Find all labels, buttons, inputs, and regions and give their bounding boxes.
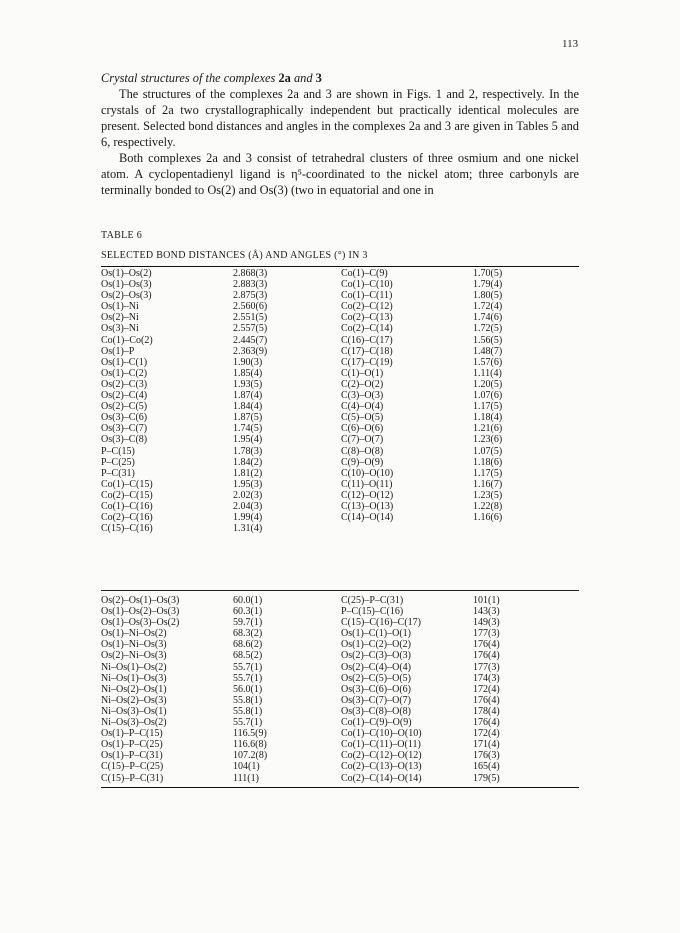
bond-value: 55.7(1) [233,717,263,729]
table-row [101,357,579,368]
bond-label: Os(1)–C(1) [101,356,148,368]
bond-value: 1.74(5) [233,423,263,435]
bond-value: 165(4) [473,761,500,773]
bond-label: Co(2)–C(14) [341,323,393,335]
bond-label: C(7)–O(7) [341,434,384,446]
bond-label: Os(2)–C(4) [101,390,148,402]
bond-value: 1.84(2) [233,456,263,468]
bond-label: C(15)–C(16)–C(17) [341,617,421,629]
paragraph-1: The structures of the complexes 2a and 3 are shown in Figs. 1 and 2, respectively. In the crystals of 2a two crystallographically independent but practically identical molecules are present. Selected bond distances and angles in the complexes 2a and 3 are given in Tables 5 and 6, respectively. [101,87,579,149]
bond-label: Os(1)–Ni–Os(2) [101,628,167,640]
bond-value: 1.84(4) [233,401,263,413]
bond-value: 1.95(4) [233,434,263,446]
bond-label: Ni–Os(2)–Os(3) [101,694,167,706]
bond-value: 55.8(1) [233,694,263,706]
bond-value: 68.3(2) [233,628,263,640]
bond-value: 55.7(1) [233,672,263,684]
bond-label: Ni–Os(1)–Os(3) [101,672,167,684]
bond-value: 177(3) [473,661,500,673]
table-row [101,279,579,290]
bond-value: 2.883(3) [233,279,268,291]
heading-text: Crystal structures of the complexes [101,71,279,85]
bond-label: C(17)–C(19) [341,356,393,368]
bond-value: 2.363(9) [233,345,268,357]
bond-label: Os(2)–Os(3) [101,290,152,302]
bond-value: 1.18(4) [473,412,503,424]
bond-value: 1.48(7) [473,345,503,357]
table-row [101,728,579,739]
bond-label: C(17)–C(18) [341,345,393,357]
bond-value: 179(5) [473,772,500,784]
bond-value: 68.5(2) [233,650,263,662]
bond-label: Os(1)–P–C(15) [101,728,163,740]
bond-label: P–C(15) [101,445,135,457]
bond-value: 177(3) [473,628,500,640]
paragraph-2: Both complexes 2a and 3 consist of tetrahedral clusters of three osmium and one nickel atom. A cyclopentadienyl ligand is η⁵-coordinated to the nickel atom; three carbonyls are terminally bonded to Os(2) and Os(3) (two in equatorial and one in [101,151,579,197]
table-row [101,773,579,784]
table-row [101,523,579,534]
bond-value: 174(3) [473,672,500,684]
table-row [101,468,579,479]
bond-value: 171(4) [473,739,500,751]
table-row [101,379,579,390]
table-row [101,323,579,334]
bond-label: C(9)–O(9) [341,456,384,468]
bond-value: 1.23(6) [473,434,503,446]
bond-label: C(10)–O(10) [341,467,394,479]
bond-value: 1.85(4) [233,367,263,379]
bond-value: 2.551(5) [233,312,268,324]
table-row [101,346,579,357]
bond-label: P–C(31) [101,467,135,479]
table-row [101,717,579,728]
bond-label: Co(1)–C(15) [101,478,153,490]
bond-label: C(15)–C(16) [101,523,153,535]
bond-value: 107.2(8) [233,750,268,762]
bond-angles-table [101,595,579,784]
bond-label: Os(3)–C(6)–O(6) [341,683,411,695]
bond-label: C(1)–O(1) [341,367,384,379]
table-row [101,268,579,279]
table-row [101,390,579,401]
table-row [101,650,579,661]
bond-value: 1.22(8) [473,500,503,512]
bond-label: Os(3)–C(7)–O(7) [341,694,411,706]
bond-label: Ni–Os(2)–Os(1) [101,683,167,695]
table-row [101,662,579,673]
table-row [101,312,579,323]
bond-label: Os(1)–Ni–Os(3) [101,639,167,651]
bond-value: 55.7(1) [233,661,263,673]
bond-value: 111(1) [233,772,259,784]
bond-label: Co(1)–C(10) [341,279,393,291]
table-row [101,457,579,468]
bond-label: Co(1)–C(11) [341,290,393,302]
bond-value: 1.81(2) [233,467,263,479]
table-row [101,606,579,617]
table-row [101,501,579,512]
bond-label: Os(3)–C(8) [101,434,148,446]
bond-value: 2.875(3) [233,290,268,302]
bond-value: 104(1) [233,761,260,773]
page-number: 113 [562,38,579,50]
bond-value: 1.18(6) [473,456,503,468]
heading-and: and [290,71,316,85]
bond-value: 2.560(6) [233,301,268,313]
bond-label: C(2)–O(2) [341,378,384,390]
bond-label: C(25)–P–C(31) [341,595,404,606]
bond-value: 68.6(2) [233,639,263,651]
bond-label: Ni–Os(1)–Os(2) [101,661,167,673]
bond-value: 1.57(6) [473,356,503,368]
bond-label: Co(2)–C(13)–O(13) [341,761,422,773]
bond-value: 2.557(5) [233,323,268,335]
bond-label: Os(3)–Ni [101,323,139,335]
bond-value: 176(3) [473,750,500,762]
bond-label: Co(2)–C(12)–O(12) [341,750,422,762]
table-row [101,739,579,750]
table-row [101,490,579,501]
bond-value: 1.21(6) [473,423,503,435]
table-row [101,595,579,606]
bond-value: 143(3) [473,606,500,618]
bond-value: 1.90(3) [233,356,263,368]
table-row [101,617,579,628]
bond-distances-table [101,268,579,534]
bond-label: Os(2)–C(3)–O(3) [341,650,411,662]
bond-label: Co(1)–C(10)–O(10) [341,728,422,740]
bond-value: 2.02(3) [233,489,263,501]
bond-value: 1.99(4) [233,512,263,524]
bond-value: 1.56(5) [473,334,503,346]
bond-value: 2.445(7) [233,334,268,346]
bond-value: 149(3) [473,617,500,629]
bond-value: 178(4) [473,705,500,717]
bond-value: 1.07(5) [473,445,503,457]
table-row [101,512,579,523]
bond-value: 1.16(6) [473,512,503,524]
table-row [101,639,579,650]
table-row [101,673,579,684]
bond-label: Os(1)–P [101,345,135,357]
table-row [101,761,579,772]
bond-label: C(14)–O(14) [341,512,394,524]
bond-label: Ni–Os(3)–Os(1) [101,705,167,717]
bond-label: Co(1)–C(9) [341,268,388,279]
bond-label: P–C(25) [101,456,135,468]
bond-value: 1.87(5) [233,412,263,424]
bond-value: 176(4) [473,694,500,706]
table-row [101,706,579,717]
bond-value: 176(4) [473,639,500,651]
bond-label: Os(1)–Ni [101,301,139,313]
bond-value: 1.07(6) [473,390,503,402]
bond-value: 1.23(5) [473,489,503,501]
bond-label: Os(2)–C(5)–O(5) [341,672,411,684]
bond-value: 176(4) [473,650,500,662]
bond-label: C(12)–O(12) [341,489,394,501]
table-top-rule [101,266,579,267]
bond-label: P–C(15)–C(16) [341,606,404,618]
table-bottom-rule [101,787,579,788]
table-row [101,335,579,346]
bond-label: Co(1)–C(11)–O(11) [341,739,421,751]
table-row [101,434,579,445]
section-heading [101,70,579,86]
table-row [101,446,579,457]
bond-label: Os(3)–C(7) [101,423,148,435]
bond-value: 1.11(4) [473,367,502,379]
bond-label: Os(1)–C(2)–O(2) [341,639,411,651]
bond-label: Os(1)–Os(3)–Os(2) [101,617,180,629]
bond-value: 176(4) [473,717,500,729]
bond-label: C(15)–P–C(31) [101,772,164,784]
bond-label: Os(1)–Os(3) [101,279,152,291]
bond-label: Co(2)–C(14)–O(14) [341,772,422,784]
bond-label: Os(1)–Os(2)–Os(3) [101,606,180,618]
bond-label: C(16)–C(17) [341,334,393,346]
table-row [101,479,579,490]
bond-value: 1.72(4) [473,301,503,313]
table-row [101,290,579,301]
bond-label: C(5)–O(5) [341,412,384,424]
bond-label: Os(1)–Os(2) [101,268,152,279]
bond-label: C(11)–O(11) [341,478,393,490]
bond-label: Os(1)–P–C(31) [101,750,163,762]
heading-compound-3: 3 [315,71,322,85]
bond-label: Co(1)–C(16) [101,500,153,512]
bond-label: C(3)–O(3) [341,390,384,402]
bond-label: C(13)–O(13) [341,500,394,512]
bond-label: Os(2)–Ni [101,312,139,324]
bond-value: 1.17(5) [473,467,503,479]
bond-value: 1.70(5) [473,268,503,279]
bond-label: Os(1)–P–C(25) [101,739,163,751]
bond-label: Co(2)–C(12) [341,301,393,313]
table-row [101,628,579,639]
bond-value: 1.79(4) [473,279,503,291]
table-row [101,750,579,761]
bond-value: 2.04(3) [233,500,263,512]
bond-label: Ni–Os(3)–Os(2) [101,717,167,729]
bond-value: 1.74(6) [473,312,503,324]
bond-label: Os(2)–C(3) [101,378,148,390]
table-middle-rule [101,590,579,591]
bond-label: Co(2)–C(13) [341,312,393,324]
bond-label: C(8)–O(8) [341,445,384,457]
table-row [101,412,579,423]
bond-label: Os(1)–C(1)–O(1) [341,628,411,640]
bond-value: 1.20(5) [473,378,503,390]
bond-value: 60.3(1) [233,606,263,618]
bond-value: 101(1) [473,595,500,606]
bond-value: 56.0(1) [233,683,263,695]
bond-value: 116.6(8) [233,739,267,751]
bond-value: 1.93(5) [233,378,263,390]
bond-label: C(15)–P–C(25) [101,761,164,773]
bond-label: C(4)–O(4) [341,401,384,413]
bond-value: 172(4) [473,683,500,695]
bond-value: 55.8(1) [233,705,263,717]
table-row [101,684,579,695]
table-row [101,368,579,379]
bond-label: C(6)–O(6) [341,423,384,435]
bond-value: 1.31(4) [233,523,263,535]
bond-value: 60.0(1) [233,595,263,606]
bond-label: Os(3)–C(6) [101,412,148,424]
table-row [101,695,579,706]
bond-label: Os(2)–C(4)–O(4) [341,661,411,673]
bond-label: Os(2)–C(5) [101,401,148,413]
bond-value: 1.87(4) [233,390,263,402]
bond-value: 1.16(7) [473,478,503,490]
table-label: TABLE 6 [101,230,143,241]
bond-value: 1.72(5) [473,323,503,335]
table-caption: SELECTED BOND DISTANCES (Å) AND ANGLES (°) IN 3 [101,250,368,261]
bond-value: 59.7(1) [233,617,263,629]
bond-value: 172(4) [473,728,500,740]
bond-value: 1.95(3) [233,478,263,490]
bond-value: 1.80(5) [473,290,503,302]
bond-value: 1.17(5) [473,401,503,413]
table-row [101,401,579,412]
table-row [101,423,579,434]
bond-label: Os(3)–C(8)–O(8) [341,705,411,717]
bond-label: Os(1)–C(2) [101,367,148,379]
bond-label: Co(2)–C(16) [101,512,153,524]
bond-label: Os(2)–Ni–Os(3) [101,650,167,662]
results-section [101,70,579,198]
bond-label: Co(1)–C(9)–O(9) [341,717,412,729]
bond-value: 2.868(3) [233,268,268,279]
bond-value: 1.78(3) [233,445,263,457]
table-row [101,301,579,312]
bond-value: 116.5(9) [233,728,267,740]
bond-label: Co(1)–Co(2) [101,334,153,346]
bond-label: Co(2)–C(15) [101,489,153,501]
heading-compound-2a: 2a [278,71,291,85]
bond-label: Os(2)–Os(1)–Os(3) [101,595,180,606]
